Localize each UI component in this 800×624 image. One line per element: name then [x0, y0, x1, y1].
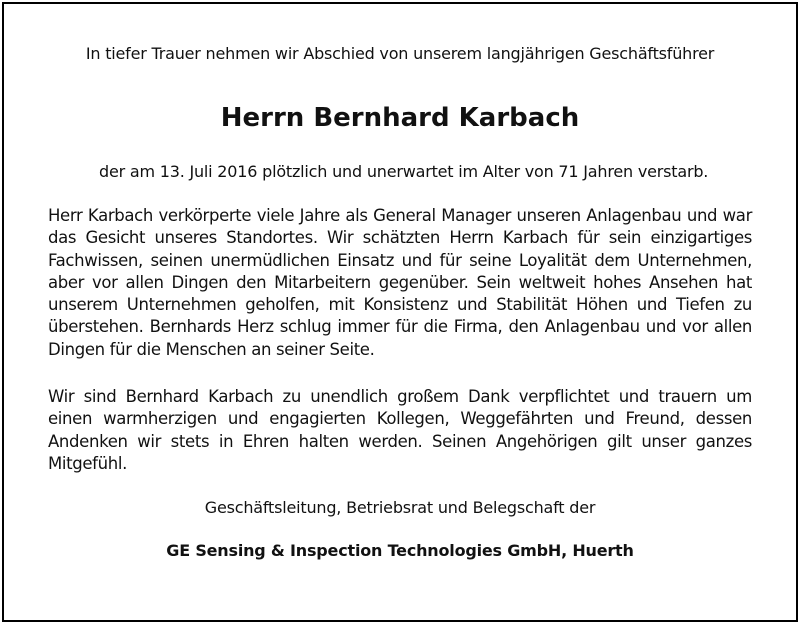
signers-line: Geschäftsleitung, Betriebsrat und Belegschaft der	[204, 498, 596, 517]
tribute-paragraph-1: Herr Karbach verkörperte viele Jahre als General Manager unseren Anlagenbau und war das Gesicht unseres Standortes. Wir schätzten Herrn Karbach für sein einzigartiges Fachwissen, seinen unermüdlichen Einsatz und für seine Loyalität dem Unternehmen, aber vor allen Dingen den Mitarbeitern gegenüber. Sein weltweit hohes Ansehen hat unserem Unternehmen geholfen, mit Konsistenz und Stabilität Höhen und Tiefen zu überstehen. Bernhards Herz schlug immer für die Firma, den Anlagenbau und vor allen Dingen für die Menschen an seiner Seite.	[48, 206, 752, 359]
tribute-paragraph-2: Wir sind Bernhard Karbach zu unendlich großem Dank verpflichtet und trauern um einen warmherzigen und engagierten Kollegen, Weggefährten und Freund, dessen Andenken wir stets in Ehren halten werden. Seinen Angehörigen gilt unser ganzes Mitgefühl.	[48, 387, 752, 473]
deceased-name: Herrn Bernhard Karbach	[220, 103, 580, 133]
company-name: GE Sensing & Inspection Technologies GmbH, Huerth	[166, 541, 634, 560]
death-date-line: der am 13. Juli 2016 plötzlich und unerwartet im Alter von 71 Jahren verstarb.	[99, 162, 709, 181]
intro-line: In tiefer Trauer nehmen wir Abschied von unserem langjährigen Geschäftsführer	[85, 44, 715, 63]
